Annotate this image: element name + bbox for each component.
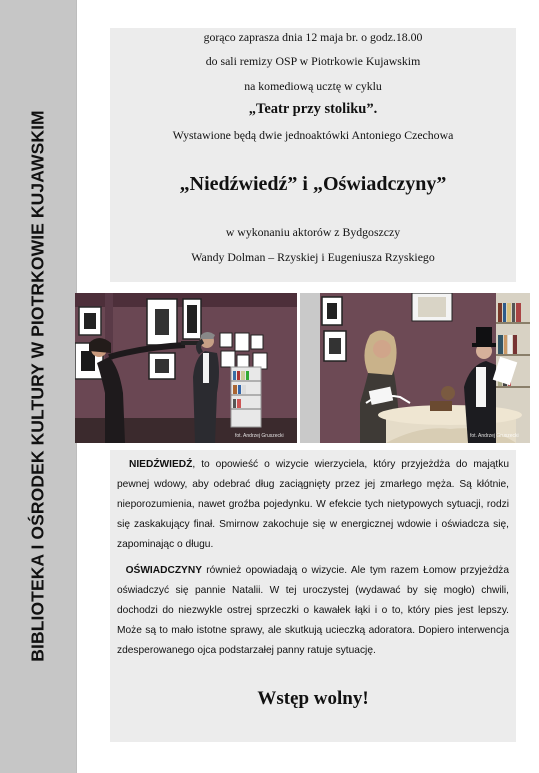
sidebar bbox=[0, 0, 77, 773]
intro-line-5: w wykonaniu aktorów z Bydgoszczy bbox=[225, 225, 401, 239]
intro-box bbox=[110, 28, 516, 282]
paragraph-niedzwiedz-text: , to opowieść o wizycie wierzyciela, który przyjeżdża do majątku pewnej wdowy, aby odebrać dług zaciągnięty przez jej zmarłego męża. Są kłótnie, nieporozumienia, nawet groźba pojedynku. W efekcie tych nietypowych sytuacji, rodzi się zaskakujący finał. Smirnow zakochuje się w energicznej wdowie i oświadcza się, zapominając o długu. bbox=[117, 459, 509, 550]
photo-strip bbox=[75, 293, 530, 443]
photo-niedzwiedz bbox=[75, 293, 297, 443]
paragraph-oswiadczyny bbox=[117, 561, 509, 661]
photo-credit-left: fot. Andrzej Gruszecki bbox=[235, 433, 284, 439]
free-entry: Wstęp wolny! bbox=[257, 688, 369, 709]
paragraph-oswiadczyny-title: OŚWIADCZYNY bbox=[125, 565, 202, 576]
paragraph-oswiadczyny-text: również opowiadają o wizycie. Ale tym razem Łomow przyjeżdża oświadczyć się pannie Natalii. W tej uroczystej (wydawać by się mogło) chwili, dochodzi do niezwykle ostrej sprzeczki o kawałek łąki i o to, który pies jest lepszy. Może są to mało istotne sprawy, ale skutkują ucieczką adoratora. Dopiero interwencja zdesperowanego ojca podstarzałej panny ratuje sytuację. bbox=[117, 565, 509, 656]
paragraph-niedzwiedz-title: NIEDŹWIEDŹ bbox=[128, 459, 193, 470]
intro-line-2: do sali remizy OSP w Piotrkowie Kujawskim bbox=[205, 54, 421, 68]
description-box bbox=[110, 450, 516, 742]
photo-oswiadczyny bbox=[300, 293, 530, 443]
sidebar-title: BIBLIOTEKA I OŚRODEK KULTURY W PIOTRKOWIE KUJAWSKIM bbox=[27, 110, 48, 662]
paragraph-niedzwiedz bbox=[117, 455, 509, 555]
intro-line-3: na komediową ucztę w cyklu bbox=[244, 79, 382, 93]
intro-line-1: gorąco zaprasza dnia 12 maja br. o godz.18.00 bbox=[203, 30, 423, 44]
intro-line-6: Wandy Dolman – Rzyskiej i Eugeniusza Rzyskiego bbox=[191, 250, 435, 264]
cycle-title: „Teatr przy stoliku”. bbox=[248, 101, 378, 117]
plays-title: „Niedźwiedź” i „Oświadczyny” bbox=[179, 173, 447, 195]
intro-line-4: Wystawione będą dwie jednoaktówki Antoniego Czechowa bbox=[172, 128, 454, 142]
photo-credit-right: fot. Andrzej Gruszecki bbox=[470, 433, 519, 439]
